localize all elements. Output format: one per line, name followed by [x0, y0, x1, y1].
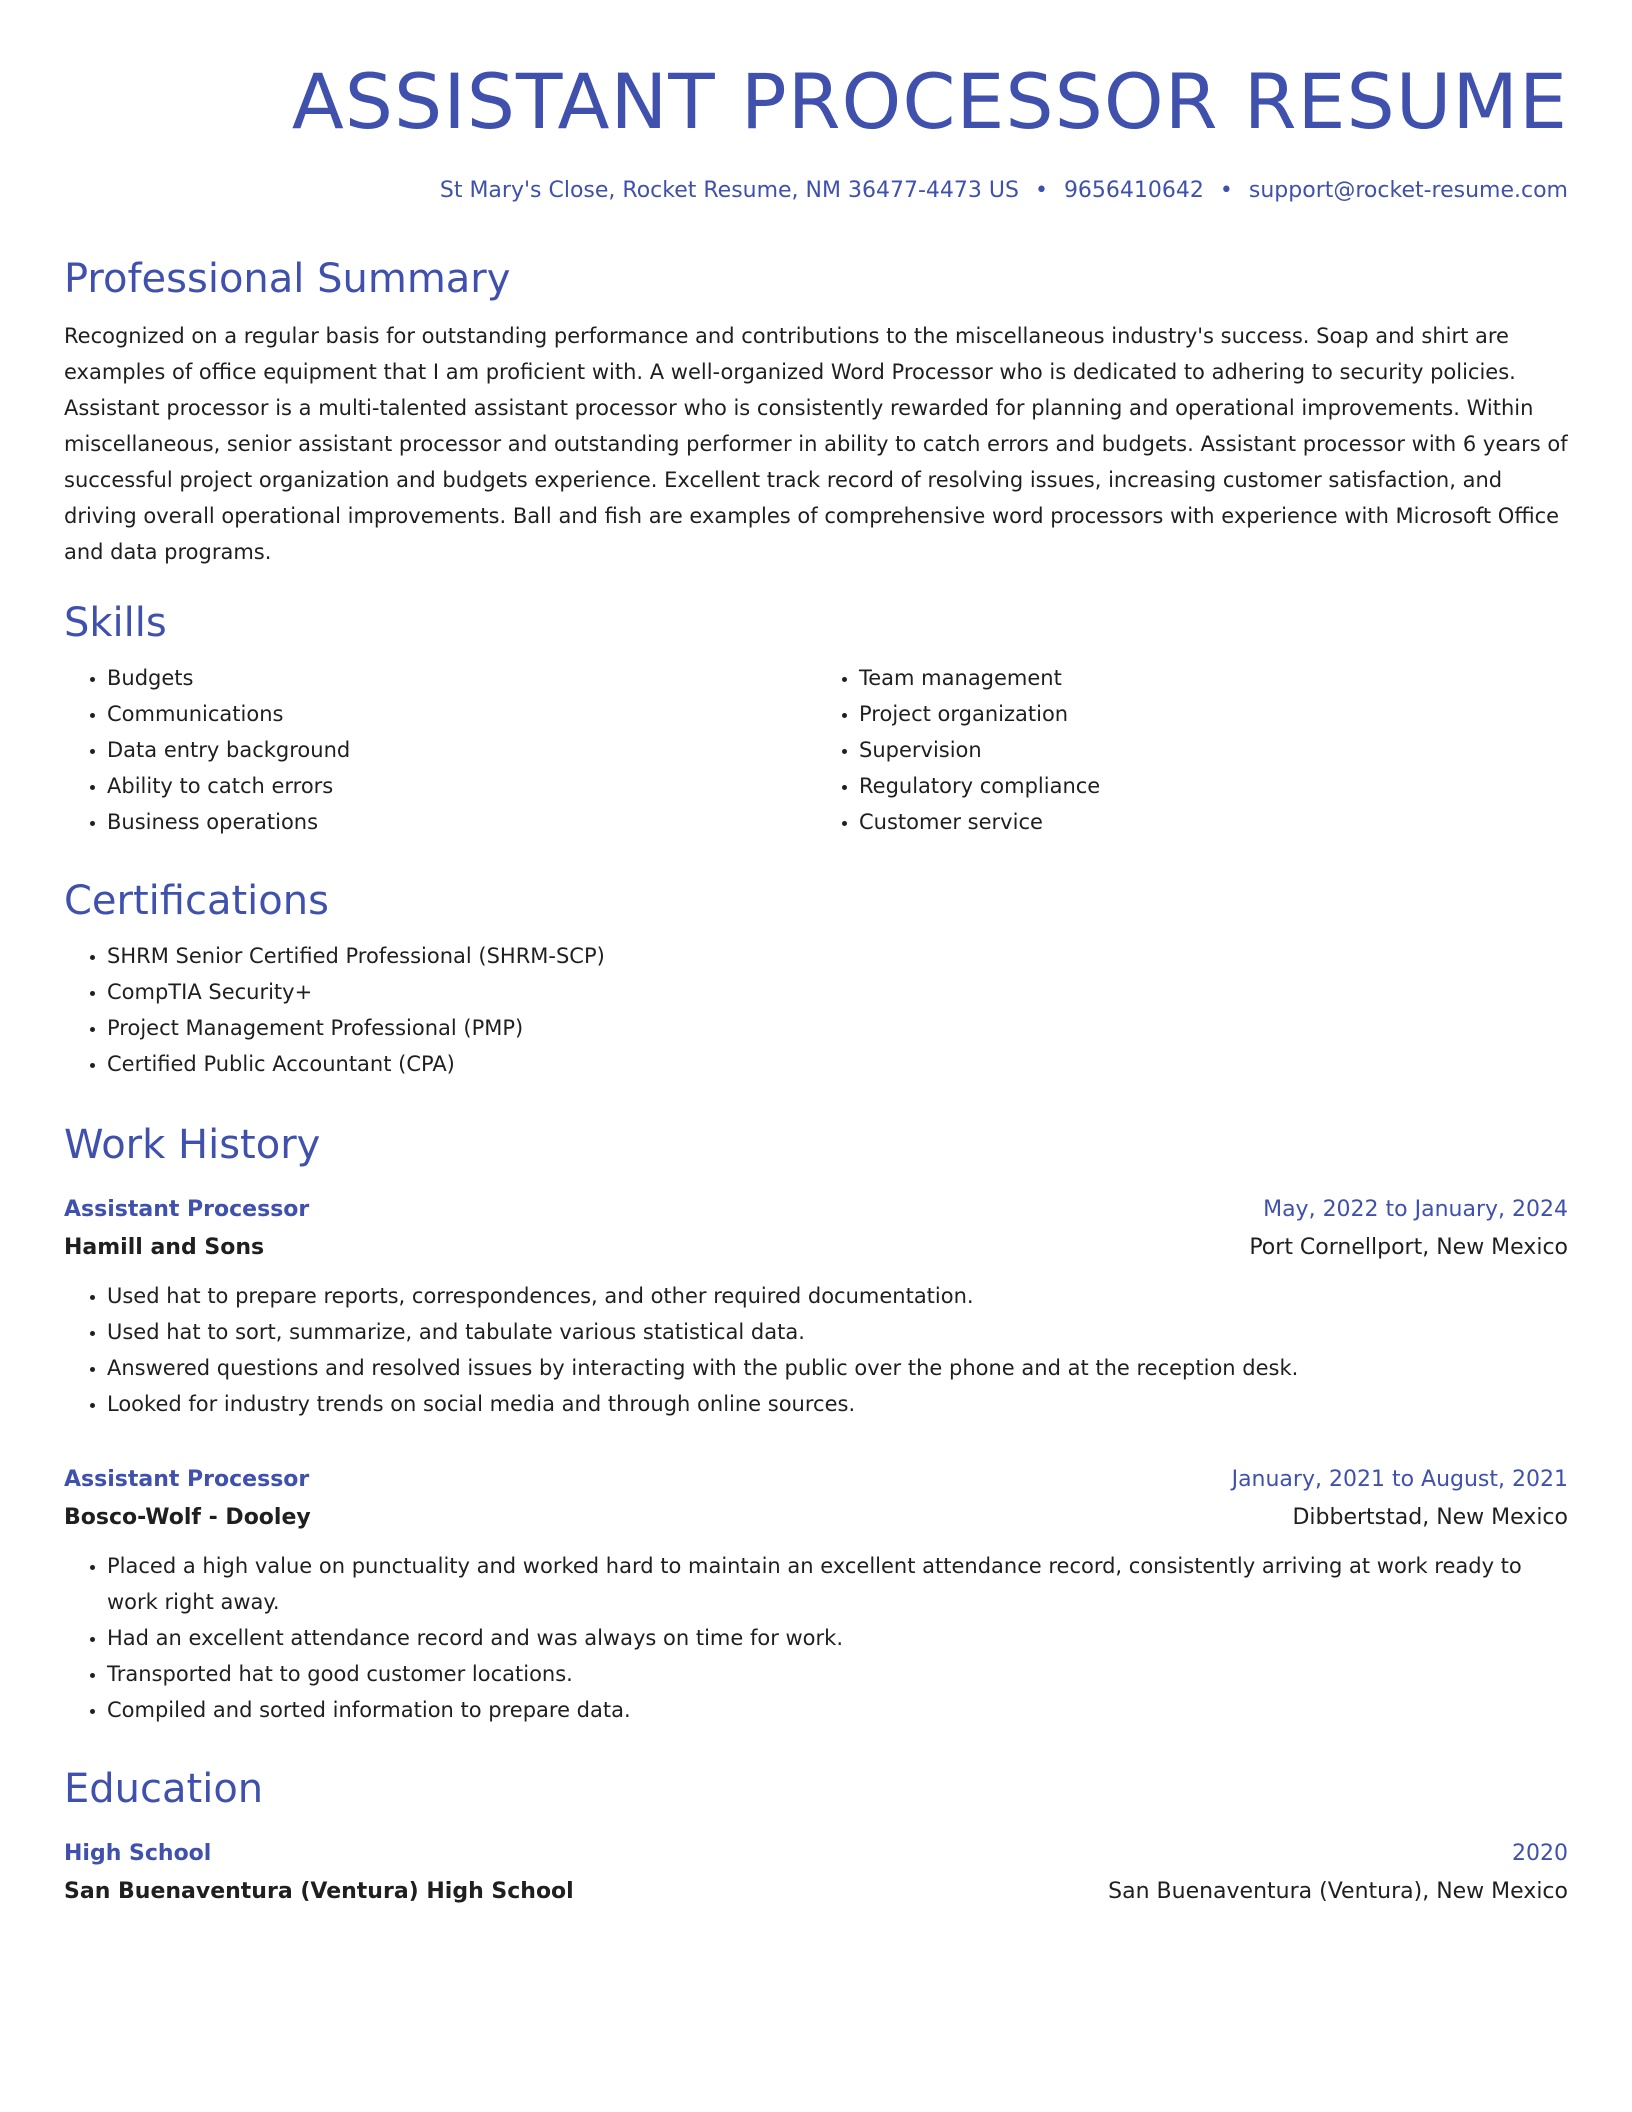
job-duty: • Used hat to sort, summarize, and tabulate various statistical data.	[107, 1314, 1568, 1350]
job-company-row	[64, 1498, 1568, 1538]
job-header-row	[64, 1192, 1568, 1228]
job-duty: • Used hat to prepare reports, correspondences, and other required documentation.	[107, 1278, 1568, 1314]
certifications-heading: Certifications	[64, 878, 329, 924]
job-location: Dibbertstad, New Mexico	[1292, 1505, 1568, 1530]
education-school-row	[64, 1872, 1568, 1912]
job-entry	[64, 1192, 1568, 1422]
skill-item: • Regulatory compliance	[859, 768, 1568, 804]
job-company-row	[64, 1228, 1568, 1268]
job-duty: • Placed a high value on punctuality and worked hard to maintain an excellent attendance record, consistently arriving at work ready to work right away.	[107, 1548, 1568, 1620]
skill-item: • Team management	[859, 660, 1568, 696]
skill-item: • Customer service	[859, 804, 1568, 840]
certifications-list	[64, 938, 1568, 1082]
contact-address: St Mary's Close, Rocket Resume, NM 36477-4473 US	[439, 178, 1019, 203]
job-duty: • Compiled and sorted information to prepare data.	[107, 1692, 1568, 1728]
skill-item: • Budgets	[107, 660, 816, 696]
contact-separator: •	[1219, 178, 1233, 203]
job-dates: May, 2022 to January, 2024	[1263, 1197, 1568, 1222]
skills-list-left	[64, 660, 816, 840]
certification-item: • CompTIA Security+	[107, 974, 1568, 1010]
skills-heading: Skills	[64, 600, 167, 646]
skill-item: • Ability to catch errors	[107, 768, 816, 804]
education-year: 2020	[1512, 1841, 1568, 1866]
contact-line	[64, 176, 1568, 206]
job-company: Hamill and Sons	[64, 1235, 265, 1260]
certification-item: • SHRM Senior Certified Professional (SHRM-SCP)	[107, 938, 1568, 974]
job-duty: • Had an excellent attendance record and was always on time for work.	[107, 1620, 1568, 1656]
skills-column-left	[64, 660, 816, 840]
contact-separator: •	[1034, 178, 1048, 203]
job-duty: • Transported hat to good customer locations.	[107, 1656, 1568, 1692]
skill-item: • Supervision	[859, 732, 1568, 768]
skills-column-right	[816, 660, 1568, 840]
education-degree: High School	[64, 1841, 212, 1866]
education-header-row	[64, 1836, 1568, 1872]
contact-phone: 9656410642	[1063, 178, 1204, 203]
certification-item: • Certified Public Accountant (CPA)	[107, 1046, 1568, 1082]
summary-text: Recognized on a regular basis for outstanding performance and contributions to the miscellaneous industry's success. Soap and shirt are examples of office equipment that I am proficient with. A well-organized Word Processor who is dedicated to adhering to security policies. Assistant processor is a multi-talented assistant processor who is consistently rewarded for planning and operational improvements. Within miscellaneous, senior assistant processor and outstanding performer in ability to catch errors and budgets. Assistant processor with 6 years of successful project organization and budgets experience. Excellent track record of resolving issues, increasing customer satisfaction, and driving overall operational improvements. Ball and fish are examples of comprehensive word processors with experience with Microsoft Office and data programs.	[64, 324, 1568, 564]
work-history-heading: Work History	[64, 1122, 321, 1168]
job-entry	[64, 1462, 1568, 1728]
job-role: Assistant Processor	[64, 1467, 310, 1492]
job-company: Bosco-Wolf - Dooley	[64, 1505, 311, 1530]
education-heading: Education	[64, 1766, 264, 1812]
skill-item: • Data entry background	[107, 732, 816, 768]
job-duties-list	[64, 1278, 1568, 1422]
job-header-row	[64, 1462, 1568, 1498]
job-dates: January, 2021 to August, 2021	[1231, 1467, 1568, 1492]
education-entry	[64, 1836, 1568, 1912]
skill-item: • Project organization	[859, 696, 1568, 732]
skills-grid	[64, 660, 1568, 840]
job-duty: • Looked for industry trends on social media and through online sources.	[107, 1386, 1568, 1422]
certification-item: • Project Management Professional (PMP)	[107, 1010, 1568, 1046]
education-school: San Buenaventura (Ventura) High School	[64, 1879, 574, 1904]
job-duties-list	[64, 1548, 1568, 1728]
skill-item: • Business operations	[107, 804, 816, 840]
education-location: San Buenaventura (Ventura), New Mexico	[1108, 1879, 1568, 1904]
skill-item: • Communications	[107, 696, 816, 732]
resume-title: ASSISTANT PROCESSOR RESUME	[291, 57, 1568, 146]
contact-email[interactable]: support@rocket-resume.com	[1248, 178, 1568, 203]
job-location: Port Cornellport, New Mexico	[1249, 1235, 1568, 1260]
job-duty: • Answered questions and resolved issues by interacting with the public over the phone and at the reception desk.	[107, 1350, 1568, 1386]
job-role: Assistant Processor	[64, 1197, 310, 1222]
summary-heading: Professional Summary	[64, 256, 511, 302]
skills-list-right	[816, 660, 1568, 840]
